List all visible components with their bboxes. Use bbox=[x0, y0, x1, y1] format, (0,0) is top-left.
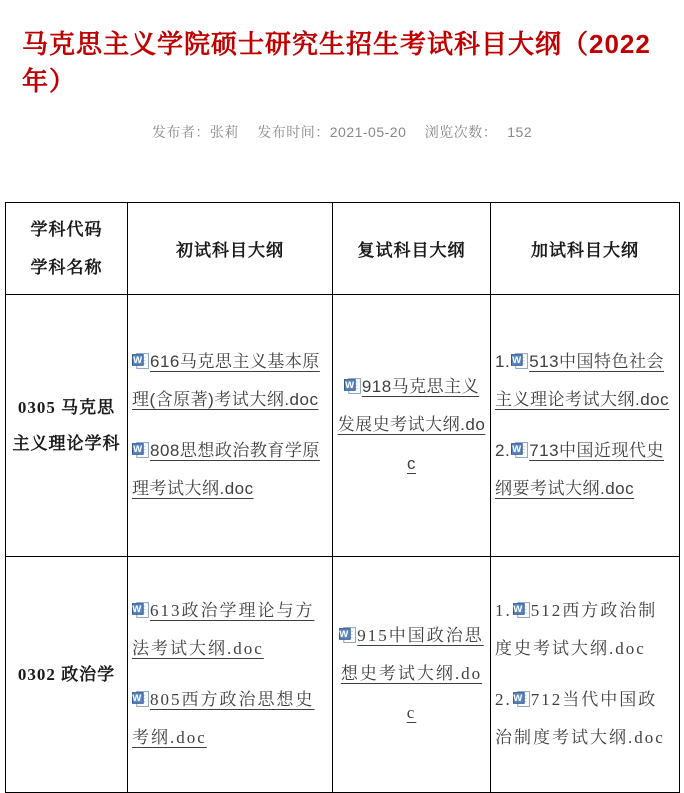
retest-docs-cell-0305 bbox=[333, 295, 491, 557]
doc-link-513[interactable]: 513中国特色社会主义理论考试大纲.doc bbox=[495, 352, 669, 409]
article-meta bbox=[0, 122, 684, 142]
initial-docs-cell-0302 bbox=[128, 557, 333, 793]
publisher-value: 张莉 bbox=[209, 124, 239, 140]
word-doc-icon bbox=[513, 683, 530, 700]
doc-link-713[interactable]: 713中国近现代史纲要考试大纲.doc bbox=[495, 441, 664, 498]
header-subject bbox=[6, 203, 128, 295]
doc-item bbox=[495, 592, 675, 669]
retest-docs-cell-0302 bbox=[333, 557, 491, 793]
word-doc-icon bbox=[132, 594, 149, 611]
word-doc-icon bbox=[339, 619, 356, 636]
word-doc-icon bbox=[511, 345, 528, 362]
page-title: 马克思主义学院硕士研究生招生考试科目大纲（2022年） bbox=[22, 29, 651, 96]
header-initial-exam: 初试科目大纲 bbox=[128, 203, 333, 295]
word-doc-icon bbox=[513, 594, 530, 611]
doc-item bbox=[495, 681, 675, 758]
word-doc-icon bbox=[132, 434, 149, 451]
table-row-0305 bbox=[6, 295, 680, 557]
item-number: 1. bbox=[495, 600, 512, 620]
doc-link-915[interactable]: 915中国政治思想史考试大纲.doc bbox=[339, 626, 484, 722]
doc-link-808[interactable]: 808思想政治教育学原理考试大纲.doc bbox=[132, 441, 320, 498]
doc-link-616[interactable]: 616马克思主义基本原理(含原著)考试大纲.doc bbox=[132, 352, 320, 409]
doc-item bbox=[132, 592, 328, 669]
header-additional-exam: 加试科目大纲 bbox=[491, 203, 680, 295]
views-label: 浏览次数： bbox=[424, 124, 498, 140]
doc-link-918[interactable]: 918马克思主义发展史考试大纲.doc bbox=[338, 377, 486, 473]
doc-item bbox=[337, 368, 486, 483]
item-number: 1. bbox=[495, 351, 511, 371]
doc-link-512[interactable]: 512西方政治制度史考试大纲.doc bbox=[495, 601, 657, 658]
table-header-row bbox=[6, 203, 680, 295]
initial-docs-cell-0305 bbox=[128, 295, 333, 557]
additional-docs-cell-0305 bbox=[491, 295, 680, 557]
additional-docs-cell-0302 bbox=[491, 557, 680, 793]
table-row-0302 bbox=[6, 557, 680, 793]
syllabus-table bbox=[5, 202, 680, 793]
item-number: 2. bbox=[495, 690, 512, 709]
publish-time-label: 发布时间： bbox=[257, 124, 330, 140]
header-retest-exam: 复试科目大纲 bbox=[333, 203, 491, 295]
doc-item bbox=[495, 343, 675, 420]
doc-item bbox=[495, 432, 675, 509]
word-doc-icon bbox=[132, 683, 149, 700]
word-doc-icon bbox=[132, 345, 149, 362]
subject-name-0302: 0302 政治学 bbox=[6, 557, 128, 793]
doc-link-805[interactable]: 805西方政治思想史考纲.doc bbox=[132, 690, 315, 747]
doc-item bbox=[132, 681, 328, 758]
header-subject-line2: 学科名称 bbox=[30, 257, 103, 277]
doc-link-613[interactable]: 613政治学理论与方法考试大纲.doc bbox=[132, 601, 315, 658]
header-subject-line1: 学科代码 bbox=[30, 220, 103, 240]
publish-time-value: 2021-05-20 bbox=[329, 124, 407, 140]
doc-item bbox=[132, 432, 328, 509]
publisher-label: 发布者： bbox=[151, 124, 210, 140]
subject-name-0305: 0305 马克思主义理论学科 bbox=[6, 295, 128, 557]
item-number: 2. bbox=[495, 441, 511, 460]
doc-item bbox=[132, 343, 328, 420]
views-value: 152 bbox=[507, 124, 533, 140]
doc-item bbox=[337, 617, 486, 732]
word-doc-icon bbox=[511, 434, 528, 451]
word-doc-icon bbox=[344, 370, 361, 387]
doc-link-712[interactable]: 712当代中国政治制度考试大纲.doc bbox=[495, 690, 665, 747]
